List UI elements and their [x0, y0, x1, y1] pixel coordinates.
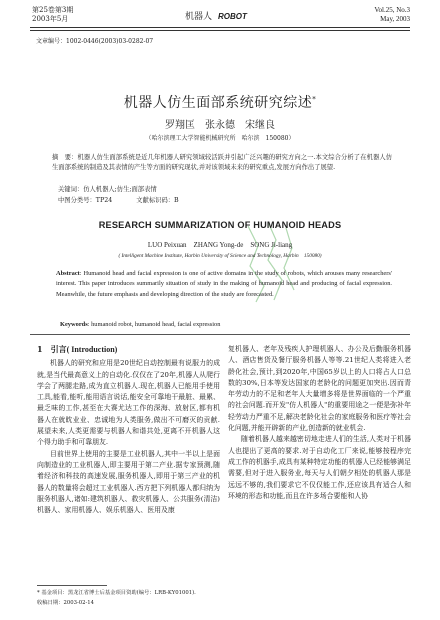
- authors-en: LUO Peixuan ZHANG Yong-de SONG Ji-liang: [147, 241, 293, 249]
- doc-label: 文献标识码：: [136, 197, 175, 204]
- document-code: [136, 197, 178, 204]
- date-en: May, 2003: [380, 15, 410, 23]
- abstract-en: [56, 269, 392, 300]
- clc-value: TP24: [95, 197, 113, 204]
- body-column-left: [37, 344, 220, 516]
- keywords-cn-label: 关键词：: [58, 186, 84, 193]
- header-rule-thick: [30, 27, 410, 28]
- paragraph: 随着机器人越来越密切地走进人们的生活,人类对于机器人也提出了更高的要求.对于自动化工厂来说,能够按程序完成工作的机器手,成具有某种特定功能的机器人已经能够满足需要,但对于进入服务业,每天与人们朝夕相处的机器人那是远远不够的,我们要求它不仅仅能工作,还应该具有适合人和环境的形态和功能,而且在许多场合要能和人协: [228, 435, 411, 500]
- keywords-en-label: Keywords: [60, 321, 88, 328]
- paragraph: 复机器人、老年及残疾人护理机器人、办公及后勤服务机器人、酒店售货及餐厅服务机器人等等.21世纪人类将进入老龄化社会,预计,到2020年,中国65岁以上的人口将占人口总数的30%,日本等发达国家的老龄化的问题更加突出.因而青年劳动力的不足和老年人大量增多将是世界面临的一个严重的社会问题.而开发"仿人机器人"的重要用途之一便是弥补年轻劳动力严重不足,解决老龄化社会的家庭服务和医疗等社会化问题,并能开辟新的产业,创造新的就业机会.: [228, 345, 411, 433]
- volume-en: Vol.25, No.3: [374, 6, 410, 14]
- paragraph: 目前世界上使用的主要是工业机器人,其中一半以上是面向制造业的工业机器人,即主要用于第二产业.据专家预测,随着经济和科技的高速发展,服务机器人,即用于第三产业的机器人的数量将会超过工业机器人.西方把下列机器人都归纳为服务机器人,诸如:建筑机器人、救灾机器人、公共服务(清洁)机器人、家用机器人、娱乐机器人、医用及康: [37, 449, 220, 515]
- section-number: 1 引言: [37, 344, 67, 354]
- section-heading: [37, 344, 220, 355]
- abstract-en-label: Abstract: [56, 270, 80, 277]
- affiliation-en: ( Intelligent Machine Institute, Harbin University of Science and Technology, Harbin 150080): [118, 253, 322, 259]
- abstract-en-text: : Humanoid head and facial expression is one of active domains in the study of robots, which arouses many researchers' interest. This paper introduces summarily situation of study in the making of humanoid head and producing of facial expression. Meanwhile, the future emphasis and developing direction of the study are forecasted.: [56, 270, 392, 298]
- title-en: RESEARCH SUMMARIZATION OF HUMANOID HEADS: [98, 220, 342, 230]
- keywords-en: [60, 321, 220, 328]
- clc-code: [58, 197, 112, 204]
- title-footnote-mark: *: [312, 95, 317, 104]
- header-volume: [32, 6, 73, 24]
- date-cn: 2003年5月: [32, 15, 69, 23]
- header-volume-en: [374, 6, 410, 24]
- body-column-right: [228, 344, 411, 502]
- abstract-cn-text: 机器人仿生面部系统是近几年机器人研究领域较活跃并引起广泛兴趣的研究方向之一.本文综合分析了在机器人仿生面部系统的制造及其表情的产生等方面的研究现状,并对该领域未来的研究重点,发展方向作出了展望.: [52, 154, 392, 171]
- abstract-cn: [52, 153, 392, 173]
- header-rule-thin: [30, 30, 410, 31]
- keywords-cn-text: 仿人机器人;仿生;面部表情: [83, 186, 157, 193]
- title-cn-text: 机器人仿生面部系统研究综述: [123, 95, 313, 111]
- abstract-cn-label: 摘 要：: [52, 154, 78, 161]
- abstract-divider: [30, 334, 410, 335]
- authors-cn: 罗翔匡 张永德 宋继良: [165, 120, 275, 131]
- clc-label: 中图分类号：: [58, 197, 96, 204]
- title-cn: [0, 92, 440, 112]
- footnote-fund: * 基金项目：黑龙江省博士后基金项目资助(编号：LRB-KY01001).: [37, 590, 196, 596]
- journal-name-en: ROBOT: [218, 12, 247, 21]
- journal-name-cn: 机器人: [185, 12, 213, 22]
- affiliation-cn: （哈尔滨理工大学智能机械研究所 哈尔滨 150080）: [145, 135, 295, 142]
- section-title-en: ( Introduction): [66, 345, 118, 354]
- paragraph: 机器人的研究和应用是20世纪自动控制最有说服力的成就,是当代最高意义上的自动化.仅仅在了20年,机器人从爬行学会了两腿走路,成为直立机器人.现在,机器人已能用手使用工具,能看,能听,能用语言说话,能安全可靠地干最脏、最累、最乏味的工作,甚至在大赛尤达工作的深海、放射区,都有机器人在就眈业业、忠诚地为人类服务,做出不可磨灭的贡献.展望未来,人类更需要与机器人和谐共处,更离不开机器人这个得力助手和可靠朋友.: [37, 359, 220, 447]
- doc-value: B: [174, 197, 179, 204]
- classification-cn: [58, 195, 201, 204]
- keywords-cn: [58, 184, 157, 193]
- article-number: 文章编号：1002-0446(2003)03-0282-07: [36, 38, 154, 45]
- footnote-rule: [37, 585, 107, 586]
- keywords-en-text: : humanoid robot, humanoid head, facial expression: [87, 321, 221, 328]
- footnote-received: 收稿日期：2003-02-14: [37, 600, 95, 606]
- volume-cn: 第25卷第3期: [32, 6, 74, 14]
- header-journal: [185, 9, 247, 22]
